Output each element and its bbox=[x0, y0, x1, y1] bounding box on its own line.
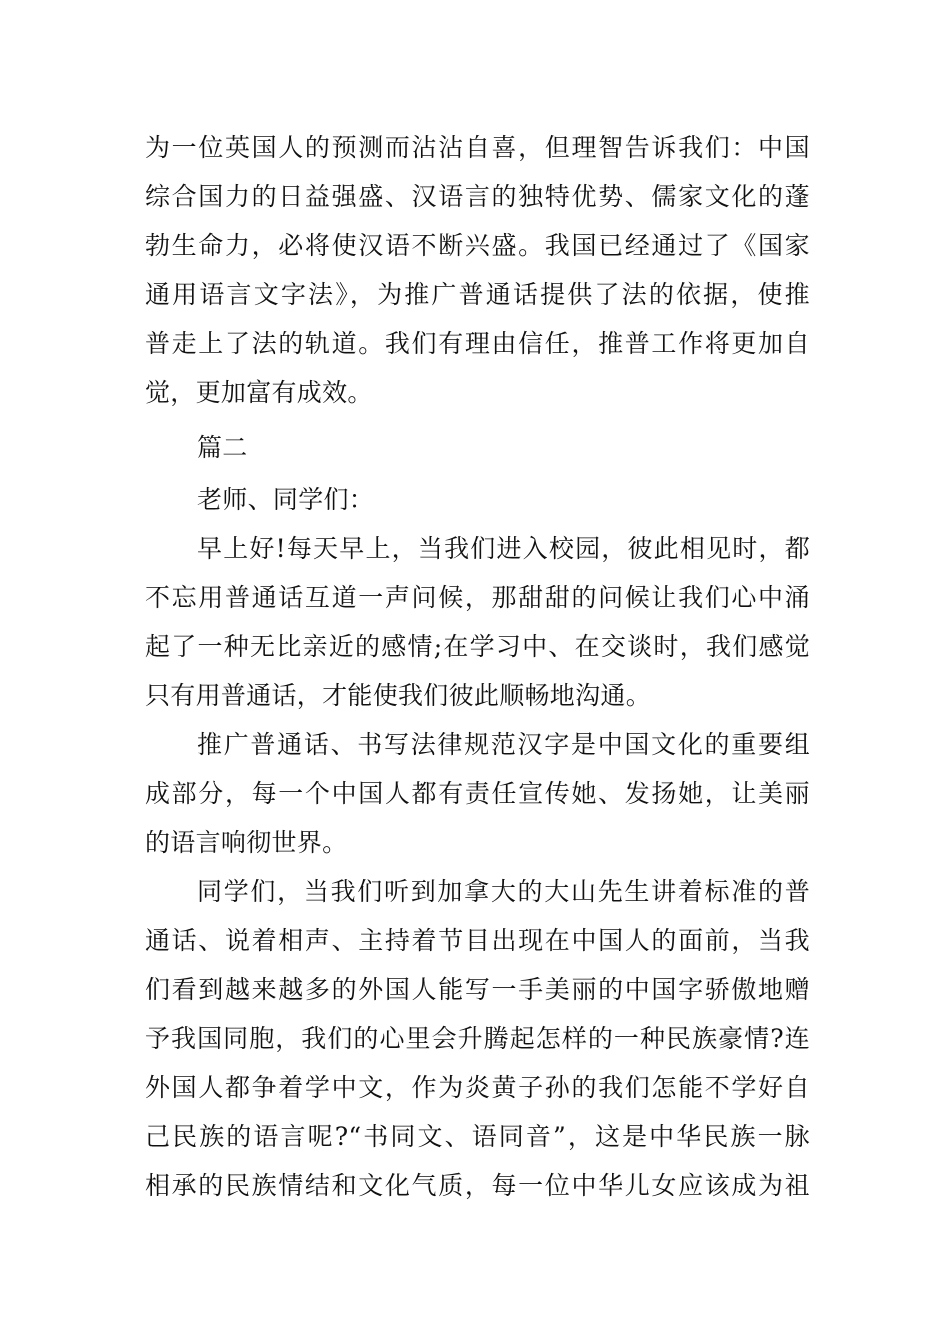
text-line: 的语言响彻世界。 bbox=[145, 828, 348, 857]
section-heading: 篇二 bbox=[197, 433, 248, 462]
text-line: 只有用普通话，才能使我们彼此顺畅地沟通。 bbox=[145, 681, 652, 710]
text-line: 相承的民族情结和文化气质，每一位中华儿女应该成为祖 bbox=[145, 1171, 810, 1200]
text-line: 觉，更加富有成效。 bbox=[145, 378, 373, 407]
text-line: 为一位英国人的预测而沾沾自喜，但理智告诉我们：中国 bbox=[145, 133, 810, 162]
text-line: 勃生命力，必将使汉语不断兴盛。我国已经通过了《国家 bbox=[145, 231, 810, 260]
text-line: 们看到越来越多的外国人能写一手美丽的中国字骄傲地赠 bbox=[145, 975, 810, 1004]
text-line: 通用语言文字法》，为推广普通话提供了法的依据，使推 bbox=[145, 280, 810, 309]
text-line: 早上好!每天早上，当我们进入校园，彼此相见时，都 bbox=[197, 534, 810, 563]
text-line: 予我国同胞，我们的心里会升腾起怎样的一种民族豪情?连 bbox=[145, 1024, 810, 1053]
text-line: 综合国力的日益强盛、汉语言的独特优势、儒家文化的蓬 bbox=[145, 182, 810, 211]
text-line: 同学们，当我们听到加拿大的大山先生讲着标准的普 bbox=[197, 877, 810, 906]
text-line: 起了一种无比亲近的感情;在学习中、在交谈时，我们感觉 bbox=[145, 632, 810, 661]
text-line: 外国人都争着学中文，作为炎黄子孙的我们怎能不学好自 bbox=[145, 1073, 810, 1102]
salutation: 老师、同学们： bbox=[197, 485, 375, 514]
text-line: 己民族的语言呢?“书同文、语同音”，这是中华民族一脉 bbox=[145, 1122, 810, 1151]
text-line: 推广普通话、书写法律规范汉字是中国文化的重要组 bbox=[197, 730, 810, 759]
text-line: 通话、说着相声、主持着节目出现在中国人的面前，当我 bbox=[145, 926, 810, 955]
text-line: 不忘用普通话互道一声问候，那甜甜的问候让我们心中涌 bbox=[145, 583, 810, 612]
text-line: 成部分，每一个中国人都有责任宣传她、发扬她，让美丽 bbox=[145, 779, 810, 808]
text-line: 普走上了法的轨道。我们有理由信任，推普工作将更加自 bbox=[145, 329, 810, 358]
